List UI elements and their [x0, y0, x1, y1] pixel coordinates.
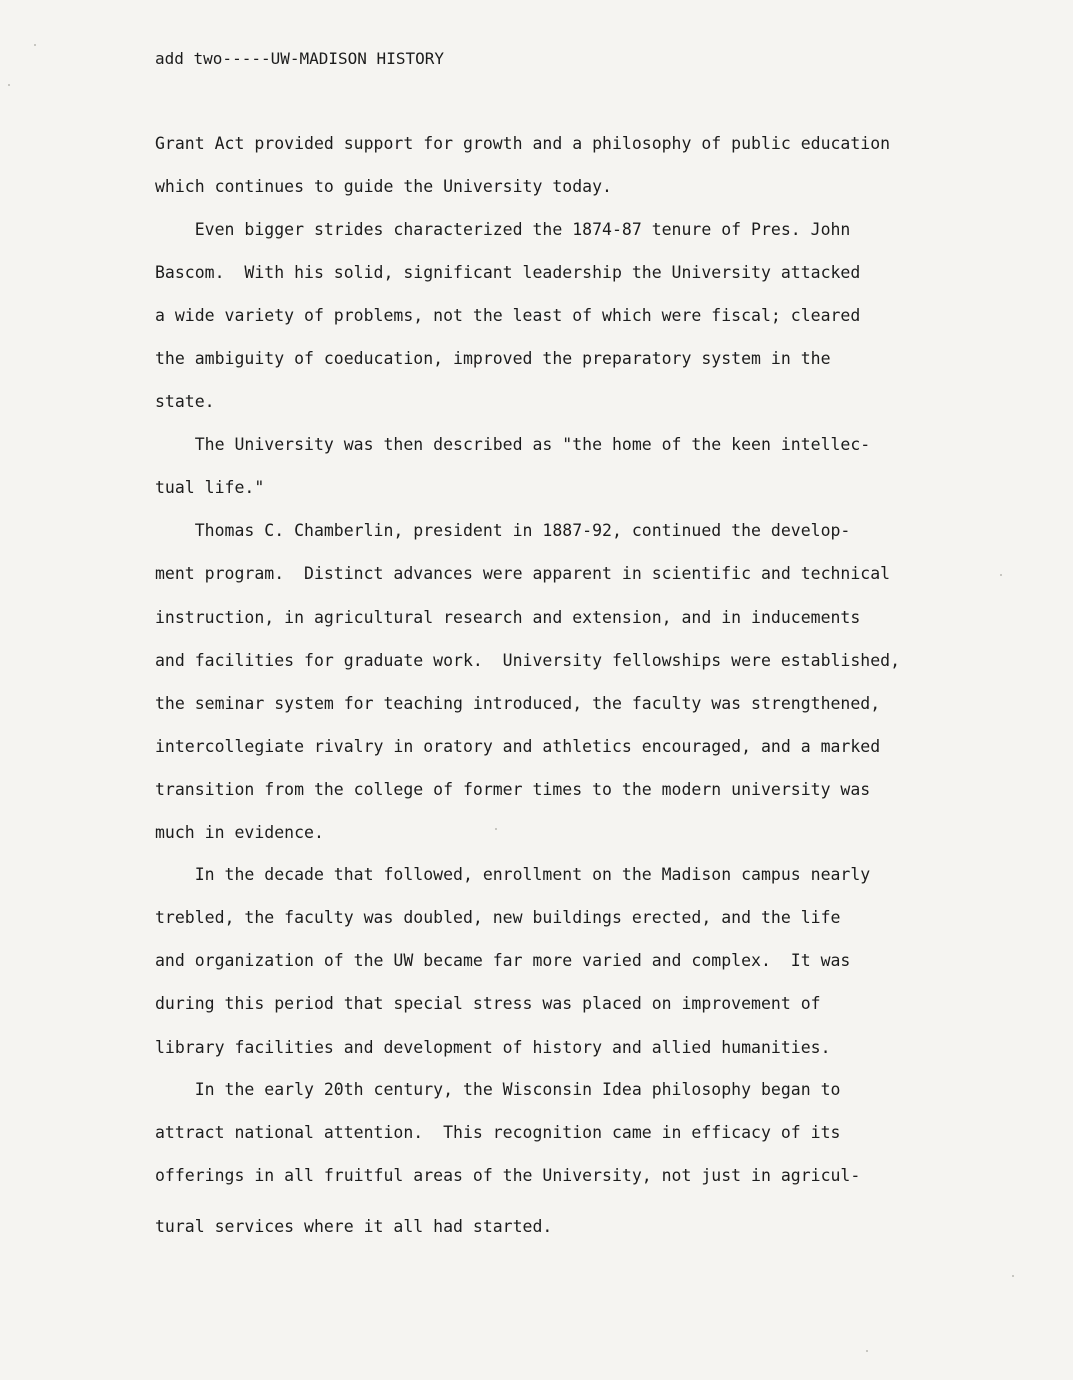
text-line: and facilities for graduate work. University fellowships were established,: [155, 651, 901, 670]
text-line: much in evidence.: [155, 823, 324, 842]
text-line: a wide variety of problems, not the least of which were fiscal; cleared: [155, 306, 861, 325]
text-line: and organization of the UW became far more varied and complex. It was: [155, 951, 851, 970]
text-line: transition from the college of former times to the modern university was: [155, 780, 871, 799]
text-line: library facilities and development of history and allied humanities.: [155, 1038, 831, 1057]
text-line: state.: [155, 392, 215, 411]
paper-speck: [8, 84, 10, 86]
text-line: during this period that special stress was placed on improvement of: [155, 994, 821, 1013]
text-line: tual life.": [155, 478, 265, 497]
text-line: Thomas C. Chamberlin, president in 1887-92, continued the develop-: [155, 521, 851, 540]
text-line: instruction, in agricultural research and extension, and in inducements: [155, 608, 861, 627]
text-line: In the early 20th century, the Wisconsin Idea philosophy began to: [155, 1080, 841, 1099]
text-line: Even bigger strides characterized the 1874-87 tenure of Pres. John: [155, 220, 851, 239]
paper-speck: [1000, 574, 1002, 576]
text-line: the seminar system for teaching introduced, the faculty was strengthened,: [155, 694, 881, 713]
text-line: intercollegiate rivalry in oratory and athletics encouraged, and a marked: [155, 737, 881, 756]
page-header: add two-----UW-MADISON HISTORY: [155, 49, 444, 68]
paper-speck: [866, 1350, 868, 1352]
text-line: tural services where it all had started.: [155, 1217, 553, 1236]
paper-speck: [34, 44, 36, 46]
text-line: which continues to guide the University today.: [155, 177, 612, 196]
text-line: ment program. Distinct advances were apparent in scientific and technical: [155, 564, 891, 583]
text-line: attract national attention. This recognition came in efficacy of its: [155, 1123, 841, 1142]
text-line: Bascom. With his solid, significant leadership the University attacked: [155, 263, 861, 282]
text-line: In the decade that followed, enrollment on the Madison campus nearly: [155, 865, 871, 884]
text-line: The University was then described as "the home of the keen intellec-: [155, 435, 871, 454]
text-line: offerings in all fruitful areas of the University, not just in agricul-: [155, 1166, 861, 1185]
text-line: trebled, the faculty was doubled, new buildings erected, and the life: [155, 908, 841, 927]
paper-speck: [1012, 1275, 1014, 1277]
text-line: the ambiguity of coeducation, improved the preparatory system in the: [155, 349, 831, 368]
paper-speck: [495, 828, 497, 830]
text-line: Grant Act provided support for growth and a philosophy of public education: [155, 134, 891, 153]
